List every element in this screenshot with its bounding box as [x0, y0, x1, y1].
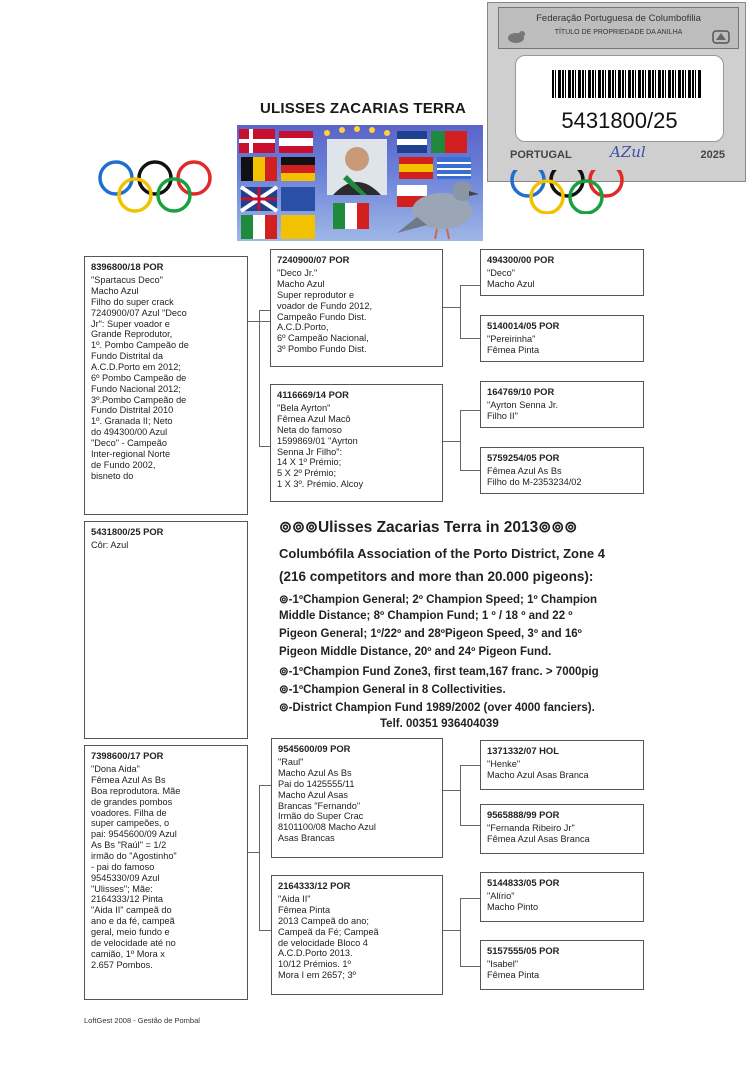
pedigree-text-line: Fêmea Azul Asas Branca [487, 833, 590, 844]
pedigree-text-line: "Alírio" [487, 891, 515, 902]
award-icon: ⊚ [279, 666, 289, 678]
certificate-label [515, 55, 724, 142]
pedigree-text-line: Super reprodutor e [277, 289, 355, 300]
award-icons-left: ⊚⊚⊚ [279, 519, 318, 536]
pedigree-text-line: voador de Fundo 2012, [277, 300, 373, 311]
pedigree-text-line: ano e da fé, campeã [91, 916, 175, 927]
pedigree-text-line: Macho Azul As Bs [278, 767, 352, 778]
pedigree-text-line: Fêmea Azul As Bs [91, 774, 166, 785]
ring-number: 5144833/05 POR [487, 877, 560, 888]
pedigree-text-line: Côr: Azul [91, 540, 129, 551]
certificate-subtitle: TÍTULO DE PROPRIEDADE DA ANILHA [554, 29, 683, 36]
connector [259, 446, 270, 447]
achievement-line: Middle Distance; 8º Champion Fund; 1 º / 18 º and 22 º [279, 610, 573, 622]
achievements-title [279, 518, 577, 537]
pedigree-text-line: Irmão do Super Crac [278, 811, 364, 822]
pedigree-dss [480, 740, 644, 790]
connector [443, 307, 460, 308]
connector [460, 765, 480, 766]
ring-certificate [487, 2, 746, 182]
achievement-line: Columbófila Association of the Porto District, Zone 4 [279, 546, 605, 561]
ring-number: 4116669/14 POR [277, 389, 349, 400]
award-icon: ⊚ [279, 594, 289, 606]
pedigree-text-line: A.C.D.Porto 2013. [278, 948, 353, 959]
pedigree-text-line: camião, 1º Mora x [91, 948, 165, 959]
pedigree-text-line: "Isabel" [487, 959, 519, 970]
pedigree-text-line: geral, meio fundo e [91, 926, 170, 937]
connector [460, 285, 480, 286]
connector [460, 765, 461, 825]
pedigree-text-line: Campeã da Fé; Campeã [278, 926, 379, 937]
pedigree-text-line: Inter-regional Norte [91, 448, 171, 459]
ring-number: 494300/00 POR [487, 254, 555, 265]
olympic-rings-left-icon [96, 158, 214, 216]
connector [460, 470, 480, 471]
pedigree-text-line: voadores. Filha de [91, 807, 167, 818]
pedigree-text-line: Asas Brancas [278, 833, 335, 844]
pedigree-text-line: A.C.D.Porto, [277, 322, 329, 333]
certificate-ring-number: 5431800/25 [561, 108, 678, 133]
achievement-line: ⊚-District Champion Fund 1989/2002 (over 4000 fanciers). [279, 702, 595, 714]
page-title: ULISSES ZACARIAS TERRA [259, 100, 467, 117]
pedigree-text-line: pai: 9545600/09 Azul [91, 829, 177, 840]
pedigree-text-line: Macho Azul Asas [278, 789, 348, 800]
pedigree-text-line: 1 X 3º. Prémio. Alcoy [277, 479, 364, 490]
pedigree-text-line: 6º Pombo Campeão de [91, 372, 187, 383]
ring-number: 2164333/12 POR [278, 880, 351, 891]
achievements-title-text: Ulisses Zacarias Terra in 2013 [317, 519, 539, 536]
pedigree-text-line: 2164333/12 Pinta [91, 894, 164, 905]
pedigree-sire [84, 256, 248, 515]
pedigree-text-line: bisneto do [91, 470, 134, 481]
connector [259, 785, 271, 786]
pedigree-text-line: - pai do famoso [91, 861, 155, 872]
pedigree-text-line: 1º. Pombo Campeão de [91, 340, 189, 351]
pedigree-text-line: 10/12 Prémios. 1º [278, 959, 351, 970]
pedigree-text-line: Brancas "Fernando" [278, 800, 361, 811]
pedigree-sds [480, 381, 644, 428]
connector [460, 825, 480, 826]
pedigree-text-line: do 494300/00 Azul [91, 427, 168, 438]
pedigree-text-line: "Spartacus Deco" [91, 275, 163, 286]
connector [443, 930, 461, 931]
pedigree-text-line: 3º Pombo Fundo Dist. [277, 344, 367, 355]
footer-text: LoftGest 2008 - Gestão de Pombal [84, 1016, 200, 1025]
pedigree-dsd [480, 804, 644, 854]
pedigree-text-line: 2013 Campeã do ano; [278, 915, 369, 926]
achievement-line: ⊚-1ºChampion Fund Zone3, first team,167 franc. > 7000pig [279, 666, 599, 678]
ring-number: 7398600/17 POR [91, 750, 164, 761]
achievement-line: ⊚-1ºChampion General in 8 Collectivities. [279, 684, 506, 696]
pedigree-dds [480, 872, 644, 922]
pedigree-text-line: 6º Campeão Nacional, [277, 333, 369, 344]
pedigree-text-line: 8101100/08 Macho Azul [278, 822, 376, 833]
phone-number: Telf. 00351 936404039 [380, 718, 499, 730]
connector [460, 898, 480, 899]
achievement-line: ⊚-1ºChampion General; 2º Champion Speed; 1º Champion [279, 594, 598, 606]
ring-number: 7240900/07 POR [277, 254, 350, 265]
pedigree-text-line: "Aida II" campeã do [91, 905, 172, 916]
pedigree-text-line: "Raul" [278, 757, 304, 768]
pedigree-dam-dam [271, 875, 443, 995]
pedigree-dam-sire [271, 738, 443, 858]
pedigree-text-line: Neta do famoso [277, 424, 342, 435]
pedigree-text-line: 2.657 Pombos. [91, 959, 153, 970]
certificate-signature: AZul [610, 143, 646, 161]
pedigree-text-line: de velocidade Bloco 4 [278, 937, 368, 948]
pedigree-text-line: Fundo Nacional 2012; [91, 383, 181, 394]
ring-number: 9565888/99 POR [487, 809, 560, 820]
pedigree-sire-sire [270, 249, 443, 367]
pedigree-text-line: Pai do 1425555/11 [278, 778, 355, 789]
connector [460, 966, 480, 967]
pedigree-text-line: Fêmea Azul As Bs [487, 466, 562, 477]
federation-crest-icon [710, 28, 732, 46]
pedigree-text-line: A.C.D.Porto em 2012; [91, 361, 181, 372]
pedigree-text-line: "Dona Aida" [91, 764, 140, 775]
pedigree-text-line: "Pereirinha" [487, 334, 536, 345]
pedigree-text-line: 3º.Pombo Campeão de [91, 394, 187, 405]
pedigree-text-line: 5 X 2º Prémio; [277, 468, 337, 479]
pedigree-text-line: Filho do M-2353234/02 [487, 476, 582, 487]
ring-number: 5140014/05 POR [487, 320, 560, 331]
connector [259, 785, 260, 930]
connector [443, 441, 460, 442]
pedigree-sire-dam [270, 384, 443, 502]
pedigree-text-line: 1º. Granada II; Neto [91, 416, 173, 427]
pedigree-text-line: "Deco Jr." [277, 268, 318, 279]
pedigree-ssd [480, 315, 644, 362]
ring-number: 164769/10 POR [487, 386, 555, 397]
award-icon: ⊚ [279, 702, 289, 714]
pedigree-text-line: Fêmea Azul Macô [277, 413, 351, 424]
eu-stars-icon [324, 126, 390, 136]
pedigree-text-line: Fundo Distrital da [91, 351, 164, 362]
connector [460, 898, 461, 966]
flags-banner [237, 125, 483, 241]
award-icons-right: ⊚⊚⊚ [538, 519, 578, 536]
pedigree-text-line: de velocidade até no [91, 937, 176, 948]
connector [259, 310, 260, 446]
connector [460, 410, 461, 470]
pedigree-text-line: 7240900/07 Azul "Deco [91, 307, 187, 318]
pedigree-text-line: "Bela Ayrton" [277, 403, 331, 414]
banner-artwork [237, 125, 483, 241]
pedigree-text-line: As Bs "Raúl" = 1/2 [91, 840, 167, 851]
award-icon: ⊚ [279, 684, 289, 696]
pedigree-text-line: "Deco" [487, 268, 515, 279]
connector [259, 930, 271, 931]
pedigree-text-line: 14 X 1º Prémio; [277, 457, 342, 468]
pedigree-text-line: "Ulisses"; Mãe: [91, 883, 153, 894]
pedigree-text-line: Campeão Fundo Dist. [277, 311, 367, 322]
pedigree-text-line: "Deco" - Campeão [91, 437, 167, 448]
connector [443, 790, 461, 791]
ring-number: 1371332/07 HOL [487, 745, 559, 756]
pedigree-text-line: Fundo Distrital 2010 [91, 405, 174, 416]
pedigree-text-line: Mora I em 2657; 3º [278, 970, 356, 981]
pedigree-text-line: Filho do super crack [91, 296, 174, 307]
pedigree-text-line: 1599869/01 "Ayrton [277, 435, 358, 446]
pedigree-text-line: Fêmea Pinta [487, 344, 540, 355]
achievement-line: Pigeon General; 1º/22º and 28ºPigeon Speed, 3º and 16º [279, 628, 582, 640]
pedigree-text-line: de grandes pombos [91, 796, 173, 807]
certificate-header [498, 7, 739, 49]
pedigree-text-line: Macho Azul [487, 278, 535, 289]
pedigree-text-line: Grande Reprodutor, [91, 329, 173, 340]
pedigree-text-line: super campeões, o [91, 818, 170, 829]
olympic-rings-right-icon [508, 170, 626, 214]
connector [460, 410, 480, 411]
pedigree-text-line: de Fundo 2002, [91, 459, 156, 470]
pedigree-text-line: Filho II" [487, 410, 518, 421]
pedigree-text-line: Senna Jr Filho": [277, 446, 343, 457]
pedigree-text-line: irmão do "Agostinho" [91, 850, 177, 861]
certificate-country: PORTUGAL [510, 149, 572, 161]
pedigree-text-line: Macho Azul [91, 285, 139, 296]
pedigree-text-line: "Fernanda Ribeiro Jr" [487, 823, 575, 834]
pedigree-text-line: "Aida II" [278, 894, 311, 905]
ring-number: 5157555/05 POR [487, 945, 560, 956]
ring-number: 8396800/18 POR [91, 261, 164, 272]
certificate-footer [500, 143, 733, 165]
ring-number: 9545600/09 POR [278, 743, 351, 754]
pedigree-text-line: Macho Azul Asas Branca [487, 769, 589, 780]
barcode [552, 70, 702, 98]
pedigree-text-line: Macho Pinto [487, 901, 539, 912]
ring-number: 5759254/05 POR [487, 452, 560, 463]
pedigree-ddd [480, 940, 644, 990]
pedigree-text-line: Boa reprodutora. Mãe [91, 785, 181, 796]
pedigree-sdd [480, 447, 644, 494]
achievement-line: Pigeon Middle Distance, 20º and 24º Pigeon Fund. [279, 646, 552, 658]
pedigree-text-line: Jr": Super voador e [91, 318, 170, 329]
pedigree-text-line: Fêmea Pinta [278, 904, 331, 915]
connector [460, 285, 461, 338]
pedigree-text-line: "Ayrton Senna Jr. [487, 400, 559, 411]
achievement-line: (216 competitors and more than 20.000 pigeons): [279, 569, 594, 584]
pedigree-text-line: "Henke" [487, 759, 521, 770]
ring-number: 5431800/25 POR [91, 526, 164, 537]
connector [460, 338, 480, 339]
certificate-federation: Federação Portuguesa de Columbofilia [536, 13, 701, 24]
pedigree-subject [84, 521, 248, 739]
pedigree-dam [84, 745, 248, 1000]
pedigree-text-line: Fêmea Pinta [487, 969, 540, 980]
connector [259, 310, 270, 311]
pedigree-text-line: 9545330/09 Azul [91, 872, 160, 883]
pedigree-text-line: Macho Azul [277, 278, 325, 289]
certificate-year: 2025 [700, 149, 725, 161]
pedigree-sss [480, 249, 644, 296]
